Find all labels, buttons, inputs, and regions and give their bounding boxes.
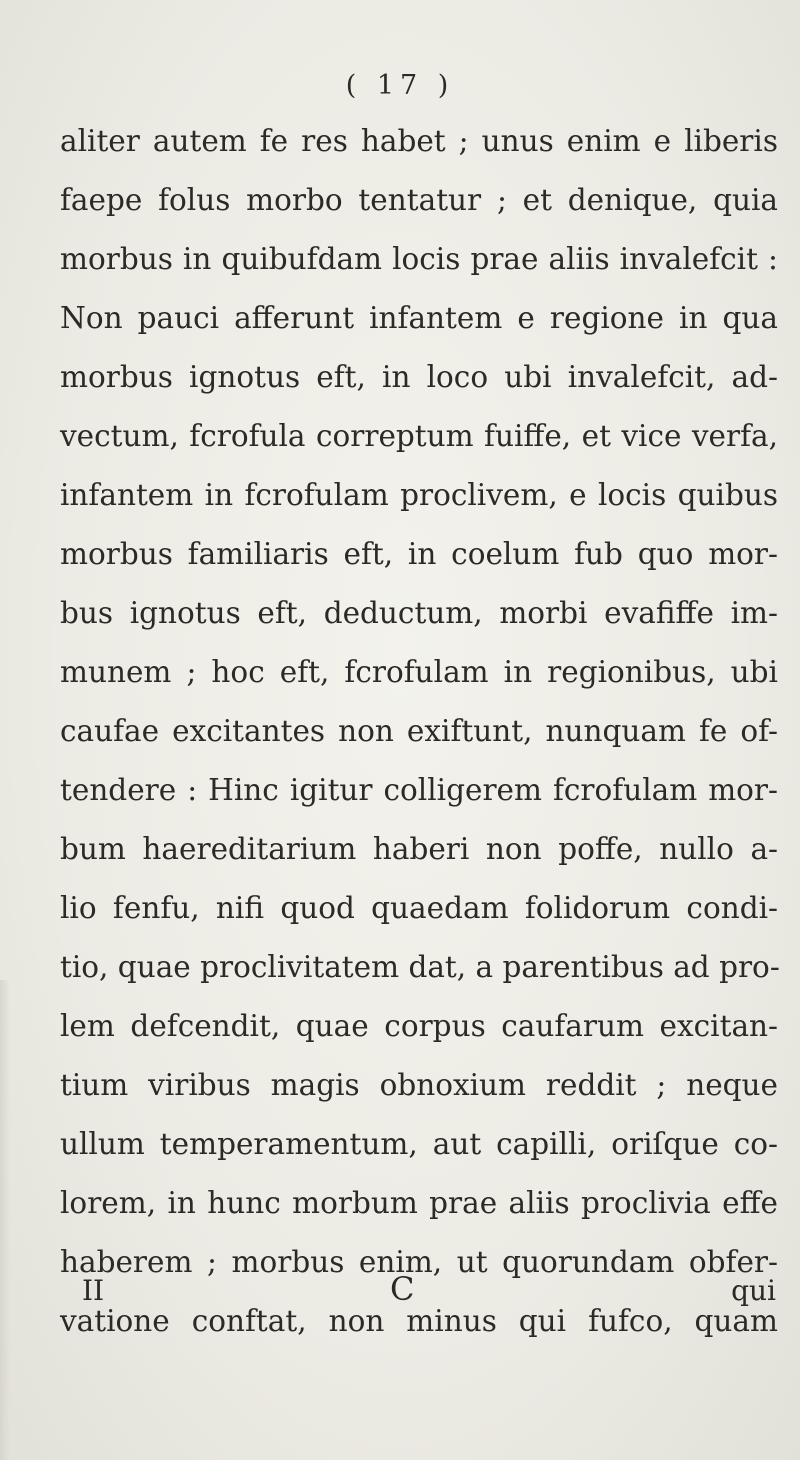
text-line: vectum, fcrofula correptum fuiffe, et vice verfa, xyxy=(60,419,778,453)
text-line: lio fenfu, nifi quod quaedam folidorum condi- xyxy=(60,891,778,925)
text-line: tio, quae proclivitatem dat, a parentibus ad pro- xyxy=(60,950,780,984)
text-line: lorem, in hunc morbum prae aliis proclivia effe xyxy=(60,1186,778,1220)
signature-mark: II xyxy=(82,1274,105,1307)
text-line: lem defcendit, quae corpus caufarum excitan- xyxy=(60,1009,778,1043)
body-text xyxy=(60,112,778,1351)
text-line: morbus in quibufdam locis prae aliis invalefcit : xyxy=(60,242,778,276)
text-line: infantem in fcrofulam proclivem, e locis quibus xyxy=(60,478,778,512)
page-footer xyxy=(60,1270,778,1324)
text-line: munem ; hoc eft, fcrofulam in regionibus, ubi xyxy=(60,655,778,689)
text-line: ullum temperamentum, aut capilli, oriſque co- xyxy=(60,1127,778,1161)
text-line: caufae excitantes non exiftunt, nunquam fe of- xyxy=(60,714,778,748)
page-number: ( 17 ) xyxy=(345,70,455,101)
gathering-letter: C xyxy=(390,1270,415,1308)
text-line: morbus familiaris eft, in coelum fub quo mor- xyxy=(60,537,778,571)
text-line: faepe folus morbo tentatur ; et denique, quia xyxy=(60,183,778,217)
text-line: bum haereditarium haberi non poffe, nullo a- xyxy=(60,832,778,866)
text-line: tendere : Hinc igitur colligerem fcrofulam mor- xyxy=(60,773,778,807)
text-line: tium viribus magis obnoxium reddit ; neque xyxy=(60,1068,778,1102)
text-line: aliter autem fe res habet ; unus enim e liberis xyxy=(60,124,778,158)
text-line: vatione conftat, non minus qui fufco, quam xyxy=(60,1304,778,1338)
catchword: qui xyxy=(731,1274,776,1307)
text-line: morbus ignotus eft, in loco ubi invalefcit, ad- xyxy=(60,360,778,394)
page-edge-shadow xyxy=(0,980,10,1460)
text-line: bus ignotus eft, deductum, morbi evafiffe im- xyxy=(60,596,778,630)
text-line: haberem ; morbus enim, ut quorundam obfer- xyxy=(60,1245,778,1279)
text-line: Non pauci afferunt infantem e regione in qua xyxy=(60,301,778,335)
